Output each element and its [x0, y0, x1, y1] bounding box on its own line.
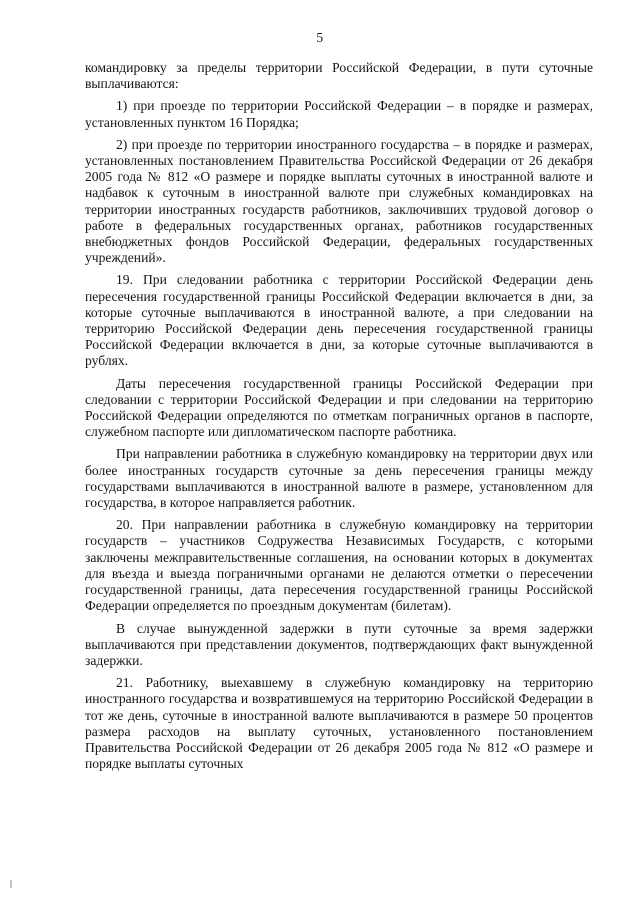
paragraph-continuation: командировку за пределы территории Российской Федерации, в пути суточные выплачиваются:: [85, 60, 593, 92]
paragraph-clause-21: 21. Работнику, выехавшему в служебную командировку на территорию иностранного государства и возвратившемуся на территорию Российской Федерации в тот же день, суточные в иностранной валюте выплачиваются в размере 50 процентов размера расходов на выплату суточных, установленного постановлением Правительства Российской Федерации от 26 декабря 2005 года № 812 «О размере и порядке выплаты суточных: [85, 675, 593, 772]
paragraph-clause-20: 20. При направлении работника в служебную командировку на территории государств – участников Содружества Независимых Государств, с которыми заключены межправительственные соглашения, на основании которых в документах для въезда и выезда пограничными органами не делаются отметки о пересечении государственной границы, дата пересечения государственной границы Российской Федерации определяется по проездным документам (билетам).: [85, 517, 593, 614]
document-body: [85, 60, 593, 772]
paragraph-forced-delay: В случае вынужденной задержки в пути суточные за время задержки выплачиваются при представлении документов, подтверждающих факт вынужденной задержки.: [85, 620, 593, 668]
paragraph-multiple-states: При направлении работника в служебную командировку на территории двух или более иностранных государств суточные за день пересечения границы между государствами выплачиваются в иностранной валюте в размере, установленном для государства, в которое направляется работник.: [85, 446, 593, 511]
paragraph-border-crossing-dates: Даты пересечения государственной границы Российской Федерации при следовании с территории Российской Федерации и при следовании на территорию Российской Федерации определяются по отметкам пограничных органов в паспорте, служебном паспорте или дипломатическом паспорте работника.: [85, 375, 593, 440]
paragraph-clause-19: 19. При следовании работника с территории Российской Федерации день пересечения государственной границы Российской Федерации включается в дни, за которые суточные выплачиваются в иностранной валюте, а при следовании на территорию Российской Федерации день пересечения государственной границы Российской Федерации включается в дни, за которые суточные выплачиваются в рублях.: [85, 272, 593, 369]
page-number: 5: [316, 30, 324, 45]
scan-artifact: [10, 880, 12, 888]
paragraph-item-2: 2) при проезде по территории иностранного государства – в порядке и размерах, установленных постановлением Правительства Российской Федерации от 26 декабря 2005 года № 812 «О размере и порядке выплаты суточных в иностранной валюте и надбавок к суточным в иностранной валюте при служебных командировках на территории иностранных государств работников, заключивших трудовой договор о работе в федеральных государственных органах, работников государственных внебюджетных фондов Российской Федерации, федеральных государственных учреждений».: [85, 136, 593, 266]
paragraph-item-1: 1) при проезде по территории Российской Федерации – в порядке и размерах, установленных пунктом 16 Порядка;: [85, 98, 593, 130]
